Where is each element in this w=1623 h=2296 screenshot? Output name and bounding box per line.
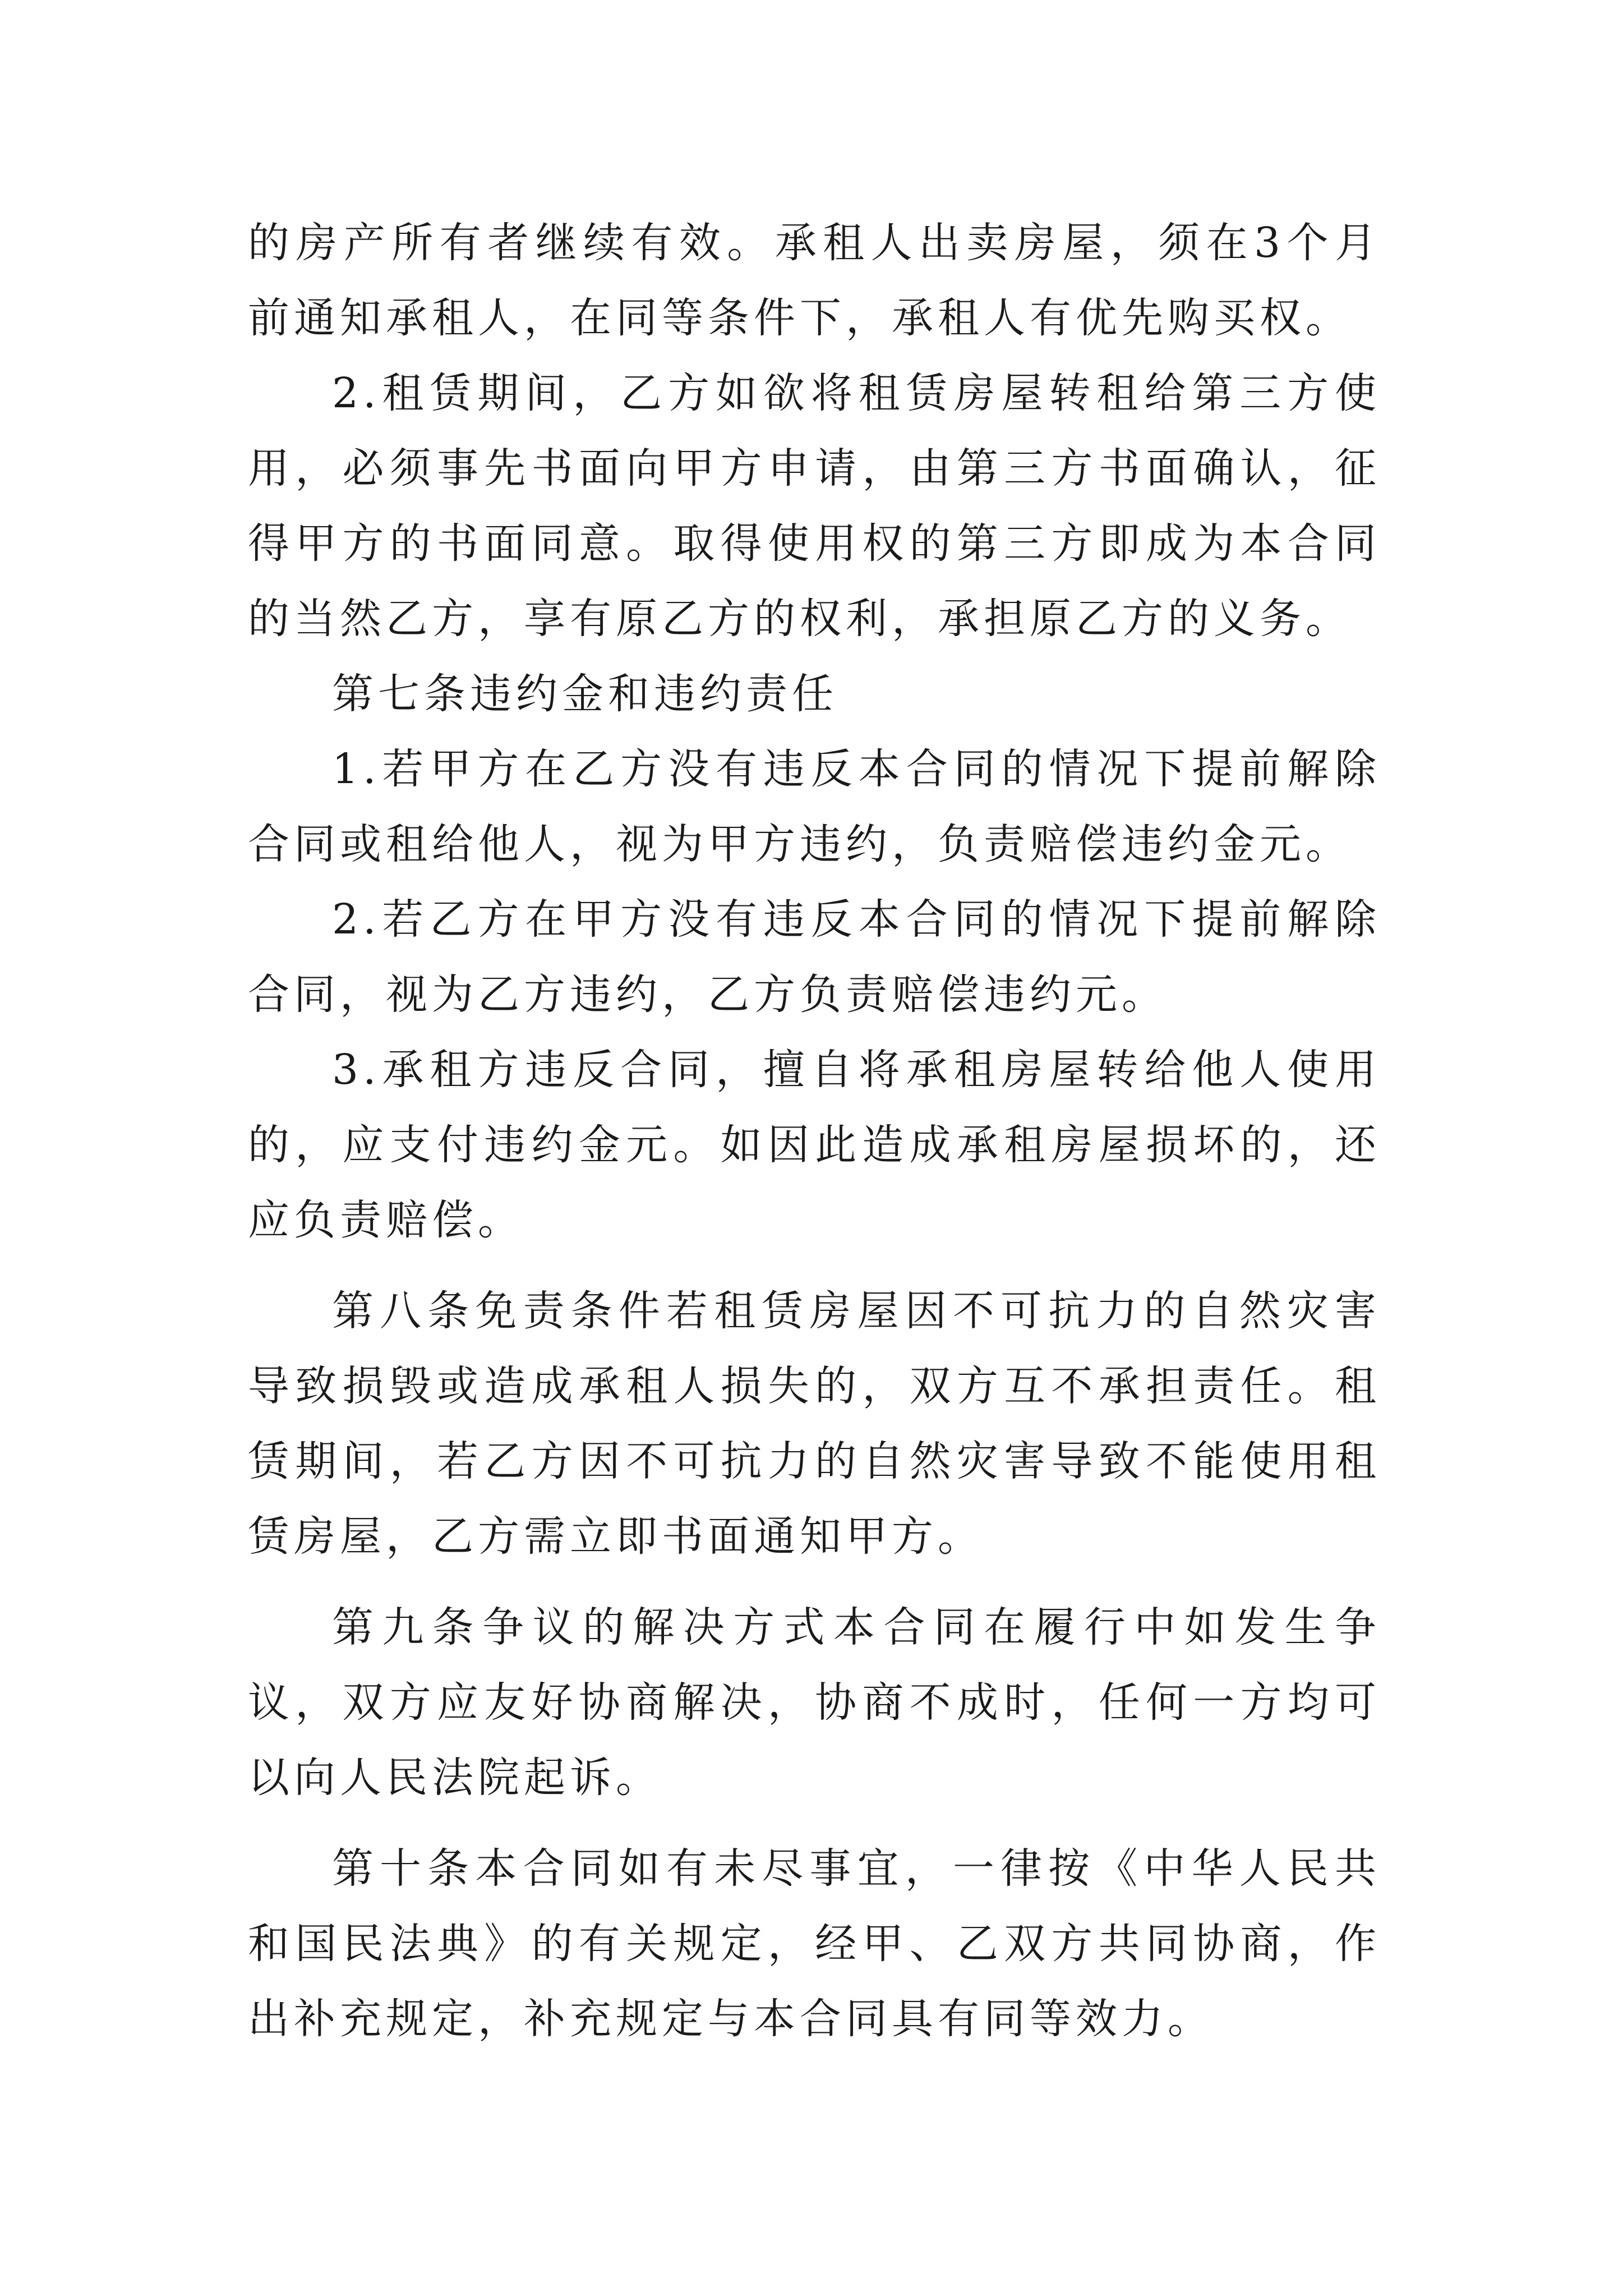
document-body <box>248 205 1381 2056</box>
article-10-supplementary: 第十条本合同如有未尽事宜，一律按《中华人民共和国民法典》的有关规定，经甲、乙双方共同协商，作出补充规定，补充规定与本合同具有同等效力。 <box>248 1844 1381 2043</box>
paragraph-sublease-clause: 2.租赁期间，乙方如欲将租赁房屋转租给第三方使用，必须事先书面向甲方申请，由第三方书面确认，征得甲方的书面同意。取得使用权的第三方即成为本合同的当然乙方，享有原乙方的权利，承担原乙方的义务。 <box>248 369 1381 643</box>
article-7-heading: 第七条违约金和违约责任 <box>332 670 838 718</box>
paragraph-party-a-breach: 1.若甲方在乙方没有违反本合同的情况下提前解除合同或租给他人，视为甲方违约，负责赔偿违约金元。 <box>248 745 1381 868</box>
paragraph-unauthorized-sublease: 3.承租方违反合同，擅自将承租房屋转给他人使用的，应支付违约金元。如因此造成承租房屋损坏的，还应负责赔偿。 <box>248 1046 1381 1244</box>
article-9-dispute-resolution: 第九条争议的解决方式本合同在履行中如发生争议，双方应友好协商解决，协商不成时，任何一方均可以向人民法院起诉。 <box>248 1603 1381 1802</box>
paragraph-continuation: 的房产所有者继续有效。承租人出卖房屋，须在3个月前通知承租人，在同等条件下，承租人有优先购买权。 <box>248 219 1381 342</box>
paragraph-party-b-breach: 2.若乙方在甲方没有违反本合同的情况下提前解除合同，视为乙方违约，乙方负责赔偿违约元。 <box>248 895 1381 1019</box>
article-8-force-majeure: 第八条免责条件若租赁房屋因不可抗力的自然灾害导致损毁或造成承租人损失的，双方互不承担责任。租赁期间，若乙方因不可抗力的自然灾害导致不能使用租赁房屋，乙方需立即书面通知甲方。 <box>248 1287 1381 1561</box>
